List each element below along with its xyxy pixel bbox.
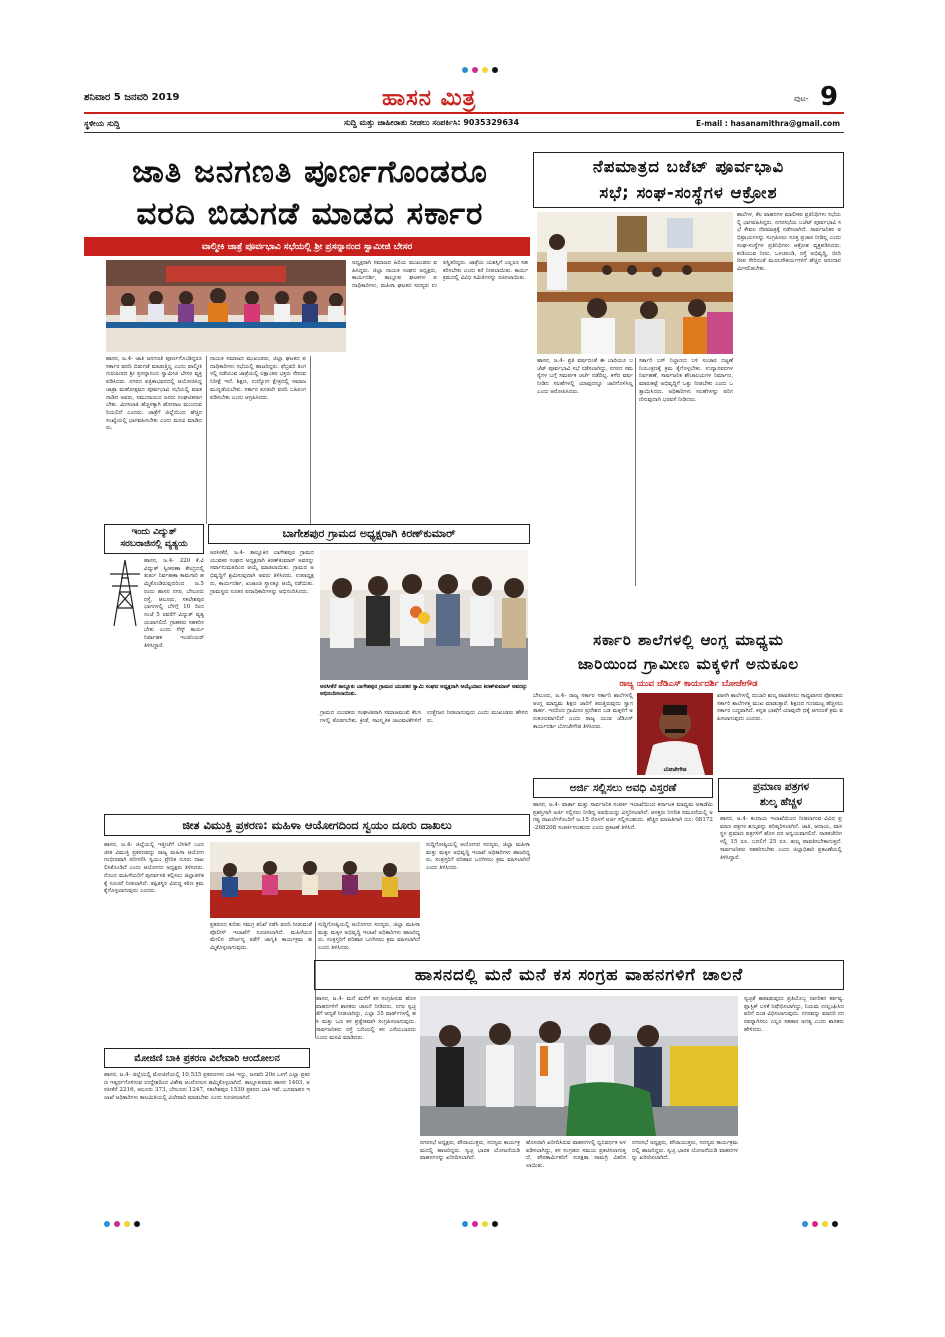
story6-headline-box bbox=[533, 778, 713, 798]
story1-col-divider-2 bbox=[310, 356, 311, 524]
portrait-caption: ಬೋಜೇಗೌಡ bbox=[663, 767, 687, 773]
reg-dot-yellow bbox=[822, 1221, 828, 1227]
reg-dot-magenta bbox=[472, 1221, 478, 1227]
subhead-bar bbox=[84, 237, 530, 256]
story1-col-a: ಹಾಸನ, ಜ.4- ಜಾತಿ ಜನಗಣತಿ ಪೂರ್ಣಗೊಂಡಿದ್ದರೂ ಸರ್ಕಾರ ವರದಿ ಬಿಡುಗಡೆ ಮಾಡುತ್ತಿಲ್ಲ ಎಂದು ವಾಲ್ಮೀಕಿ ಗುರುಪೀಠದ ಶ್ರೀ ಪ್ರಸನ್ನಾನಂದ ಸ್ವಾಮೀಜಿ ಬೇಸರ ವ್ಯಕ್ತಪಡಿಸಿದರು. ನಗರದ ಪತ್ರಿಕಾಭವನದಲ್ಲಿ ಆಯೋಜಿಸಿದ್ದ ಜಾತ್ರಾ ಮಹೋತ್ಸವದ ಪೂರ್ವಭಾವಿ ಸಭೆಯಲ್ಲಿ ಮಾತನಾಡಿದ ಅವರು, ಸಮುದಾಯದ ಜನರು ಸಂಘಟಿತರಾಗಬೇಕು. ಮೀಸಲಾತಿ ಹೆಚ್ಚಳಕ್ಕಾಗಿ ಹೋರಾಟ ಮುಂದುವರಿಯಲಿದೆ ಎಂದರು. ಜಾತ್ರೆಗೆ ಜಿಲ್ಲೆಯಿಂದ ಹೆಚ್ಚಿನ ಸಂಖ್ಯೆಯಲ್ಲಿ ಭಾಗವಹಿಸಬೇಕು ಎಂದು ಮನವಿ ಮಾಡಿದರು. bbox=[106, 356, 202, 432]
story4-col: ಅರಸೀಕೆರೆ, ಜ.4- ತಾಲ್ಲೂಕಿನ ಬಾಗೇಶಪುರ ಗ್ರಾಮದ ಯುವಕರ ಸಂಘದ ಅಧ್ಯಕ್ಷರಾಗಿ ಕಿರಣ್‌ಕುಮಾರ್ ಅವರನ್ನು ಸರ್ವಾನುಮತದಿಂದ ಆಯ್ಕೆ ಮಾಡಲಾಯಿತು. ಗ್ರಾಮದ ಅಭಿವೃದ್ಧಿಗೆ ಶ್ರಮಿಸುವುದಾಗಿ ಅವರು ತಿಳಿಸಿದರು. ಉಪಾಧ್ಯಕ್ಷರು, ಕಾರ್ಯದರ್ಶಿ, ಖಜಾಂಚಿ ಸ್ಥಾನಕ್ಕೂ ಆಯ್ಕೆ ನಡೆಯಿತು. ಗ್ರಾಮಸ್ಥರು ನೂತನ ಪದಾಧಿಕಾರಿಗಳನ್ನು ಅಭಿನಂದಿಸಿದರು. bbox=[210, 550, 314, 595]
story3-headline-line1: ಸರ್ಕಾರಿ ಶಾಲೆಗಳಲ್ಲಿ ಆಂಗ್ಲ ಮಾಧ್ಯಮ bbox=[593, 631, 784, 649]
story4-photo-caption: ಅರಸೀಕೆರೆ ತಾಲ್ಲೂಕು ಬಾಗೇಶಪುರ ಗ್ರಾಮದ ಯುವಕರ ಸ್ವಾಮಿ ಸಂಘದ ಅಧ್ಯಕ್ಷರಾಗಿ ಆಯ್ಕೆಯಾದ ಕಿರಣ್‌ಕುಮಾರ್ ಅವರನ್ನು ಅಭಿನಂದಿಸಲಾಯಿತು. bbox=[320, 684, 528, 697]
story3-col-b: ಖಾಸಗಿ ಶಾಲೆಗಳಲ್ಲಿ ದುಬಾರಿ ಶುಲ್ಕ ಪಾವತಿಸಲು ಸಾಧ್ಯವಾಗದ ಪೋಷಕರು ಸರ್ಕಾರಿ ಶಾಲೆಗಳತ್ತ ಮುಖ ಮಾಡುತ್ತಾರೆ. ಶಿಕ್ಷಣದ ಗುಣಮಟ್ಟ ಹೆಚ್ಚಿಸಲು ಸರ್ಕಾರ ಬದ್ಧವಾಗಿದೆ. ಕನ್ನಡ ಭಾಷೆಗೆ ಯಾವುದೇ ಧಕ್ಕೆ ಆಗದಂತೆ ಕ್ರಮ ವಹಿಸಲಾಗುವುದು ಎಂದರು. bbox=[717, 693, 844, 723]
story-budget-meeting bbox=[533, 152, 844, 627]
story-bageshpura bbox=[208, 524, 530, 814]
reg-dot-cyan bbox=[802, 1221, 808, 1227]
story8-col-d: ಸ್ವಚ್ಛತೆ ಕಾಪಾಡುವುದು ಪ್ರತಿಯೊಬ್ಬ ನಾಗರಿಕನ ಕರ್ತವ್ಯ. ಪ್ಲಾಸ್ಟಿಕ್ ಬಳಕೆ ನಿಷೇಧಿಸಲಾಗಿದ್ದು, ನಿಯಮ ಉಲ್ಲಂಘಿಸಿದವರಿಗೆ ದಂಡ ವಿಧಿಸಲಾಗುವುದು. ನಗರವನ್ನು ಮಾದರಿ ನಗರವನ್ನಾಗಿಸಲು ಎಲ್ಲರ ಸಹಕಾರ ಅಗತ್ಯ ಎಂದು ಶಾಸಕರು ಹೇಳಿದರು. bbox=[744, 996, 844, 1033]
power-headline-line1: ಇಂದು ವಿದ್ಯುತ್ bbox=[131, 527, 177, 537]
story6-col: ಹಾಸನ, ಜ.4- ವಾರ್ತಾ ಮತ್ತು ಸಾರ್ವಜನಿಕ ಸಂಪರ್ಕ ಇಲಾಖೆಯಿಂದ ಕರ್ನಾಟಕ ಮಾಧ್ಯಮ ಅಕಾಡೆಮಿ ಪ್ರಶಸ್ತಿಗಾಗಿ ಅರ್ಜಿ ಸಲ್ಲಿಸಲು ನೀಡಿದ್ದ ಅವಧಿಯನ್ನು ವಿಸ್ತರಿಸಲಾಗಿದೆ. ಆಸಕ್ತರು ನಿಗದಿತ ನಮೂನೆಯಲ್ಲಿ ಅಗತ್ಯ ದಾಖಲೆಗಳೊಂದಿಗೆ ಜ.15 ರೊಳಗೆ ಅರ್ಜಿ ಸಲ್ಲಿಸಬಹುದು. ಹೆಚ್ಚಿನ ಮಾಹಿತಿಗಾಗಿ ದೂ: 08172-268208 ಸಂಪರ್ಕಿಸಬಹುದು ಎಂದು ಪ್ರಕಟಣೆ ತಿಳಿಸಿದೆ. bbox=[533, 802, 713, 832]
story3-headline-line2: ಜಾರಿಯಿಂದ ಗ್ರಾಮೀಣ ಮಕ್ಕಳಿಗೆ ಅನುಕೂಲ bbox=[577, 655, 800, 673]
story4-col2: ಗ್ರಾಮದ ಯುವಕರು ಸಂಘಟಿತರಾಗಿ ಸಮಾಜಮುಖಿ ಕೆಲಸಗಳಲ್ಲಿ ತೊಡಗಬೇಕು. ಕ್ರೀಡೆ, ಸಾಂಸ್ಕೃತಿಕ ಚಟುವಟಿಕೆಗಳಿಗೆ ಉತ್ತೇಜನ ನೀಡಲಾಗುವುದು ಎಂದು ಮುಖಂಡರು ಹೇಳಿದರು. bbox=[320, 710, 528, 724]
story6-headline: ಅರ್ಜಿ ಸಲ್ಲಿಸಲು ಅವಧಿ ವಿಸ್ತರಣೆ bbox=[569, 781, 677, 794]
story9-col: ಹಾಸನ, ಜ.4- ಜಿಲ್ಲೆಯಲ್ಲಿ ಮೋಜಿಣಿಯಲ್ಲಿ 10,535 ಪ್ರಕರಣಗಳು ಬಾಕಿ ಇದ್ದು, ಜನವರಿ 20ರ ಒಳಗೆ ಎಲ್ಲಾ ಪ್ರಕರಣ ಇತ್ಯರ್ಥಗೊಳಿಸುವ ಉದ್ದೇಶದಿಂದ ವಿಶೇಷ ಆಂದೋಲನ ಹಮ್ಮಿಕೊಳ್ಳಲಾಗಿದೆ. ತಾಲ್ಲೂಕುವಾರು ಹಾಸನ 1403, ಅರಸೀಕೆರೆ 2216, ಆಲೂರು 373, ಬೇಲೂರು 1247, ಸಕಲೇಶಪುರ 1539 ಪ್ರಕರಣ ಬಾಕಿ ಇವೆ. ಭೂಮಾಪನ ಇಲಾಖೆ ಅಧಿಕಾರಿಗಳು ಕಾಲಮಿತಿಯಲ್ಲಿ ವಿಲೇವಾರಿ ಮಾಡಬೇಕು ಎಂದು ಸೂಚಿಸಲಾಗಿದೆ. bbox=[104, 1072, 310, 1102]
page-label bbox=[794, 94, 809, 104]
story8-col-b: ನಗರಸಭೆ ಅಧ್ಯಕ್ಷರು, ಪೌರಾಯುಕ್ತರು, ಸದಸ್ಯರು ಕಾರ್ಯಕ್ರಮದಲ್ಲಿ ಹಾಜರಿದ್ದರು. ಸ್ವಚ್ಛ ಭಾರತ ಯೋಜನೆಯಡಿ ವಾಹನಗಳನ್ನು ಖರೀದಿಸಲಾಗಿದೆ. bbox=[420, 1140, 520, 1162]
flag-off-photo bbox=[420, 996, 738, 1136]
registration-marks-top bbox=[460, 58, 500, 77]
reg-dot-magenta bbox=[114, 1221, 120, 1227]
story8-col-c: ಹೊಸದಾಗಿ ಖರೀದಿಸಿರುವ ವಾಹನಗಳಲ್ಲಿ ಧ್ವನಿವರ್ಧಕ ಅಳವಡಿಸಲಾಗಿದ್ದು, ಕಸ ಸಂಗ್ರಹದ ಸಮಯ ಪ್ರಕಟಿಸಲಾಗುತ್ತದೆ. ಪೌರಕಾರ್ಮಿಕರಿಗೆ ಸುರಕ್ಷತಾ ಸಾಮಗ್ರಿ ವಿತರಿಸಲಾಯಿತು. bbox=[526, 1140, 626, 1170]
page-label-text: ಪುಟ- bbox=[794, 94, 809, 103]
story2-col-divider bbox=[635, 358, 636, 586]
story5-col-b: ಪ್ರಕರಣದ ಕುರಿತು ಸಮಗ್ರ ತನಿಖೆ ನಡೆಸಿ ವರದಿ ನೀಡುವಂತೆ ಪೊಲೀಸ್ ಇಲಾಖೆಗೆ ಸೂಚಿಸಲಾಗಿದೆ. ಮಹಿಳೆಯರ ಮೇಲಿನ ದೌರ್ಜನ್ಯ ತಡೆಗೆ ಜಾಗೃತಿ ಕಾರ್ಯಕ್ರಮ ಹಮ್ಮಿಕೊಳ್ಳಲಾಗುವುದು. bbox=[210, 922, 312, 952]
reg-dot-yellow bbox=[124, 1221, 130, 1227]
story-survey-cases bbox=[104, 1048, 310, 1198]
registration-marks-right bbox=[800, 1212, 840, 1231]
subhead-text: ವಾಲ್ಮೀಕಿ ಜಾತ್ರೆ ಪೂರ್ವಭಾವಿ ಸಭೆಯಲ್ಲಿ ಶ್ರೀ ಪ್ರಸನ್ನಾನಂದ ಸ್ವಾಮೀಜಿ ಬೇಸರ bbox=[201, 241, 413, 252]
header-email: E-mail : hasanamithra@gmail.com bbox=[696, 119, 841, 128]
story2-headline-line1: ನೆಪಮಾತ್ರದ ಬಜೆಟ್ ಪೂರ್ವಭಾವಿ bbox=[592, 157, 785, 176]
reg-dot-black bbox=[134, 1221, 140, 1227]
story4-headline: ಬಾಗೇಶಪುರ ಗ್ರಾಮದ ಅಧ್ಯಕ್ಷರಾಗಿ ಕಿರಣ್‌ಕುಮಾರ್ bbox=[282, 527, 456, 540]
reg-dot-cyan bbox=[104, 1221, 110, 1227]
reg-dot-yellow bbox=[482, 67, 488, 73]
reg-dot-cyan bbox=[462, 67, 468, 73]
story1-col-c: ಅಧ್ಯಕ್ಷರಾಗಿ ಸಮಾಜದ ಹಿರಿಯ ಮುಖಂಡರು ವಹಿಸಿದ್ದರು. ಜಿಲ್ಲಾ ನಾಯಕ ಸಂಘದ ಅಧ್ಯಕ್ಷರು, ಕಾರ್ಯದರ್ಶಿ, ತಾಲ್ಲೂಕು ಘಟಕಗಳ ಪದಾಧಿಕಾರಿಗಳು, ಮಹಿಳಾ ಘಟಕದ ಸದಸ್ಯರು ಉಪಸ್ಥಿತರಿದ್ದರು. ಜಾತ್ರೆಯ ಯಶಸ್ಸಿಗೆ ಎಲ್ಲರೂ ಸಹಕರಿಸಬೇಕು ಎಂದು ಕರೆ ನೀಡಲಾಯಿತು. ಕಾರ್ಯಕ್ರಮದಲ್ಲಿ ವಿವಿಧ ಸಮಿತಿಗಳನ್ನು ರಚಿಸಲಾಯಿತು. bbox=[352, 260, 528, 290]
story8-headline: ಹಾಸನದಲ್ಲಿ ಮನೆ ಮನೆ ಕಸ ಸಂಗ್ರಹ ವಾಹನಗಳಿಗೆ ಚಾಲನೆ bbox=[414, 965, 744, 984]
section-label: ಸ್ಥಳೀಯ ಸುದ್ದಿ bbox=[84, 119, 120, 128]
story5-headline: ಜೀತ ವಿಮುಕ್ತಿ ಪ್ರಕರಣ: ಮಹಿಳಾ ಆಯೋಗದಿಂದ ಸ್ವಯಂ ದೂರು ದಾಖಲು bbox=[182, 817, 452, 832]
reg-dot-yellow bbox=[482, 1221, 488, 1227]
transmission-tower-icon bbox=[108, 558, 142, 628]
headline-line1: ಜಾತಿ ಜನಗಣತಿ ಪೂರ್ಣಗೊಂಡರೂ bbox=[132, 154, 488, 190]
story5-col-c: ಸುದ್ದಿಗೋಷ್ಠಿಯಲ್ಲಿ ಆಯೋಗದ ಸದಸ್ಯರು, ಜಿಲ್ಲಾ ಮಹಿಳಾ ಮತ್ತು ಮಕ್ಕಳ ಅಭಿವೃದ್ಧಿ ಇಲಾಖೆ ಅಧಿಕಾರಿಗಳು ಹಾಜರಿದ್ದರು. ಸಂತ್ರಸ್ತರಿಗೆ ಪರಿಹಾರ ಒದಗಿಸಲು ಕ್ರಮ ವಹಿಸಲಾಗಿದೆ ಎಂದು ತಿಳಿಸಿದರು. bbox=[318, 922, 420, 952]
contact-line: ಸುದ್ದಿ ಮತ್ತು ಜಾಹೀರಾತು ನೀಡಲು ಸಂಪರ್ಕಿಸಿ: 9035329634 bbox=[344, 118, 520, 127]
reg-dot-black bbox=[832, 1221, 838, 1227]
story7-col: ಹಾಸನ, ಜ.4- ಕಂದಾಯ ಇಲಾಖೆಯಿಂದ ನೀಡಲಾಗುವ ವಿವಿಧ ಪ್ರಮಾಣ ಪತ್ರಗಳ ಶುಲ್ಕವನ್ನು ಪರಿಷ್ಕರಿಸಲಾಗಿದೆ. ಜಾತಿ, ಆದಾಯ, ವಾಸಸ್ಥಳ ಪ್ರಮಾಣ ಪತ್ರಗಳಿಗೆ ಹೊಸ ದರ ಅನ್ವಯವಾಗಲಿದೆ. ನಾಡಕಚೇರಿಗಳಲ್ಲಿ 15 ರೂ. ಬದಲಿಗೆ 25 ರೂ. ಶುಲ್ಕ ಪಾವತಿಸಬೇಕಾಗುತ್ತದೆ. ಸಾರ್ವಜನಿಕರು ಸಹಕರಿಸಬೇಕು ಎಂದು ಜಿಲ್ಲಾಧಿಕಾರಿ ಪ್ರಕಟಣೆಯಲ್ಲಿ ತಿಳಿಸಿದ್ದಾರೆ. bbox=[720, 816, 842, 861]
portrait-photo bbox=[637, 693, 713, 775]
story9-headline: ಮೋಜಿಣಿ ಬಾಕಿ ಪ್ರಕರಣ ವಿಲೇವಾರಿ ಆಂದೋಲನ bbox=[134, 1052, 280, 1064]
reg-dot-magenta bbox=[472, 67, 478, 73]
story5-col-d: ಸುದ್ದಿಗೋಷ್ಠಿಯಲ್ಲಿ ಆಯೋಗದ ಸದಸ್ಯರು, ಜಿಲ್ಲಾ ಮಹಿಳಾ ಮತ್ತು ಮಕ್ಕಳ ಅಭಿವೃದ್ಧಿ ಇಲಾಖೆ ಅಧಿಕಾರಿಗಳು ಹಾಜರಿದ್ದರು. ಸಂತ್ರಸ್ತರಿಗೆ ಪರಿಹಾರ ಒದಗಿಸಲು ಕ್ರಮ ವಹಿಸಲಾಗಿದೆ ಎಂದು ತಿಳಿಸಿದರು. bbox=[426, 842, 530, 872]
story2-headline-line2: ಸಭೆ; ಸಂಘ-ಸಂಸ್ಥೆಗಳ ಆಕ್ರೋಶ bbox=[599, 183, 778, 202]
reg-dot-black bbox=[492, 1221, 498, 1227]
reg-dot-cyan bbox=[462, 1221, 468, 1227]
story9-headline-box bbox=[104, 1048, 310, 1068]
meeting-photo bbox=[106, 260, 346, 352]
story3-col-a: ಬೇಲೂರು, ಜ.4- ರಾಜ್ಯ ಸರ್ಕಾರ ಸರ್ಕಾರಿ ಶಾಲೆಗಳಲ್ಲಿ ಆಂಗ್ಲ ಮಾಧ್ಯಮ ಶಿಕ್ಷಣ ಜಾರಿಗೆ ತರುತ್ತಿರುವುದು ಸ್ವಾಗತಾರ್ಹ. ಇದರಿಂದ ಗ್ರಾಮೀಣ ಪ್ರದೇಶದ ಬಡ ಮಕ್ಕಳಿಗೆ ಅನುಕೂಲವಾಗಲಿದೆ ಎಂದು ರಾಜ್ಯ ಯುವ ಜೆಡಿಎಸ್ ಕಾರ್ಯದರ್ಶಿ ಬೋಜೇಗೌಡ ತಿಳಿಸಿದರು. bbox=[533, 693, 633, 730]
story-certificate-fee bbox=[718, 778, 844, 958]
story2-col-mid: ಸರ್ಕಾರಿ ಬಸ್ ನಿಲ್ದಾಣದ ಬಳಿ ಸಂಚಾರ ದಟ್ಟಣೆ ನಿಯಂತ್ರಣಕ್ಕೆ ಕ್ರಮ ಕೈಗೊಳ್ಳಬೇಕು. ಉದ್ಯಾನವನಗಳ ನಿರ್ವಹಣೆ, ಸಾರ್ವಜನಿಕ ಶೌಚಾಲಯಗಳ ನಿರ್ಮಾಣ, ಮಾರುಕಟ್ಟೆ ಅಭಿವೃದ್ಧಿಗೆ ಒತ್ತು ನೀಡಬೇಕು ಎಂದು ಒತ್ತಾಯಿಸಿದರು. ಅಧಿಕಾರಿಗಳು ಸಲಹೆಗಳನ್ನು ಪರಿಗಣಿಸುವುದಾಗಿ ಭರವಸೆ ನೀಡಿದರು. bbox=[639, 358, 733, 403]
story5-col-a: ಹಾಸನ, ಜ.4- ಜಿಲ್ಲೆಯಲ್ಲಿ ಇತ್ತೀಚೆಗೆ ಬೆಳಕಿಗೆ ಬಂದ ಜೀತ ವಿಮುಕ್ತಿ ಪ್ರಕರಣವನ್ನು ರಾಜ್ಯ ಮಹಿಳಾ ಆಯೋಗ ಗಂಭೀರವಾಗಿ ಪರಿಗಣಿಸಿ ಸ್ವಯಂ ಪ್ರೇರಿತ ದೂರು ದಾಖಲಿಸಿಕೊಂಡಿದೆ ಎಂದು ಆಯೋಗದ ಅಧ್ಯಕ್ಷರು ತಿಳಿಸಿದರು. ನೊಂದ ಮಹಿಳೆಯರಿಗೆ ಪುನರ್ವಸತಿ ಕಲ್ಪಿಸಲು ಜಿಲ್ಲಾಡಳಿತಕ್ಕೆ ಸೂಚನೆ ನೀಡಲಾಗಿದೆ. ತಪ್ಪಿತಸ್ಥರ ವಿರುದ್ಧ ಕಠಿಣ ಕ್ರಮ ಕೈಗೊಳ್ಳಲಾಗುವುದು ಎಂದರು. bbox=[104, 842, 204, 895]
story5-headline-box bbox=[104, 814, 530, 836]
power-text-continued bbox=[104, 632, 204, 634]
story7-headline-line2: ಶುಲ್ಕ ಹೆಚ್ಚಳ bbox=[759, 796, 803, 808]
story7-headline-line1: ಪ್ರಮಾಣ ಪತ್ರಗಳ bbox=[752, 781, 810, 793]
story1-col-b: ನಾಯಕ ಸಮಾಜದ ಮುಖಂಡರು, ಜಿಲ್ಲಾ ಘಟಕದ ಪದಾಧಿಕಾರಿಗಳು ಸಭೆಯಲ್ಲಿ ಹಾಜರಿದ್ದರು. ಫೆಬ್ರವರಿ ತಿಂಗಳಲ್ಲಿ ನಡೆಯುವ ಜಾತ್ರೆಯಲ್ಲಿ ಲಕ್ಷಾಂತರ ಭಕ್ತರು ಸೇರುವ ನಿರೀಕ್ಷೆ ಇದೆ. ಶಿಕ್ಷಣ, ಉದ್ಯೋಗ ಕ್ಷೇತ್ರದಲ್ಲಿ ಸಮಾಜ ಮುನ್ನಡೆಯಬೇಕು. ಸರ್ಕಾರ ಕೂಡಲೇ ವರದಿ ಬಹಿರಂಗಪಡಿಸಬೇಕು ಎಂದು ಆಗ್ರಹಿಸಿದರು. bbox=[210, 356, 306, 401]
power-headline-line2: ಸರಬರಾಜಿನಲ್ಲಿ ವ್ಯತ್ಯಯ bbox=[120, 539, 188, 549]
page-number: 9 bbox=[820, 82, 839, 112]
header-rule-top bbox=[84, 112, 844, 114]
story-caste-census bbox=[84, 152, 530, 524]
story-application-extension bbox=[533, 778, 713, 958]
story3-subhead: ರಾಜ್ಯ ಯುವ ಜೆಡಿಎಸ್ ಕಾರ್ಯದರ್ಶಿ ಬೋಜೇಗೌಡ bbox=[619, 679, 758, 689]
budget-meeting-photo bbox=[537, 212, 733, 354]
story4-headline-box bbox=[208, 524, 530, 544]
header-rule-bottom bbox=[84, 132, 844, 133]
issue-date: ಶನಿವಾರ 5 ಜನವರಿ 2019 bbox=[84, 92, 180, 103]
story8-col-a: ಹಾಸನ, ಜ.4- ಮನೆ ಮನೆಗೆ ಕಸ ಸಂಗ್ರಹಿಸುವ ಹೊಸ ವಾಹನಗಳಿಗೆ ಶಾಸಕರು ಚಾಲನೆ ನೀಡಿದರು. ನಗರ ಸ್ವಚ್ಛತೆಗೆ ಆದ್ಯತೆ ನೀಡಲಾಗಿದ್ದು, ಎಲ್ಲಾ 35 ವಾರ್ಡ್‌ಗಳಲ್ಲಿ ಹಸಿ ಮತ್ತು ಒಣ ಕಸ ಪ್ರತ್ಯೇಕವಾಗಿ ಸಂಗ್ರಹಿಸಲಾಗುವುದು. ಸಾರ್ವಜನಿಕರು ರಸ್ತೆ ಬದಿಯಲ್ಲಿ ಕಸ ಎಸೆಯಬಾರದು ಎಂದು ಮನವಿ ಮಾಡಿದರು. bbox=[316, 996, 416, 1041]
press-meet-photo bbox=[210, 842, 420, 918]
story-garbage-vehicles bbox=[314, 960, 844, 1190]
page-header bbox=[84, 82, 844, 150]
masthead-title: ಹಾಸನ ಮಿತ್ರ bbox=[382, 86, 477, 111]
headline-line2: ವರದಿ ಬಿಡುಗಡೆ ಮಾಡದ ಸರ್ಕಾರ bbox=[136, 196, 484, 232]
felicitation-photo bbox=[320, 550, 528, 680]
story-english-medium bbox=[533, 627, 844, 775]
story-power-cut bbox=[104, 524, 204, 814]
reg-dot-magenta bbox=[812, 1221, 818, 1227]
registration-marks-left bbox=[102, 1212, 142, 1231]
story2-col-left: ಹಾಸನ, ಜ.4- ಪ್ರತಿ ವರ್ಷದಂತೆ ಈ ಬಾರಿಯೂ ಬಜೆಟ್ ಪೂರ್ವಭಾವಿ ಸಭೆ ನಡೆಸಲಾಗಿದ್ದು, ನಗರದ ಸಮಸ್ಯೆಗಳ ಬಗ್ಗೆ ಸಮರ್ಪಕ ಚರ್ಚೆ ನಡೆದಿಲ್ಲ. ಕಳೆದ ವರ್ಷ ನೀಡಿದ ಸಲಹೆಗಳಲ್ಲಿ ಯಾವುದನ್ನೂ ಜಾರಿಗೊಳಿಸಿಲ್ಲ ಎಂದು ಆರೋಪಿಸಿದರು. bbox=[537, 358, 633, 395]
story8-col-c2: ನಗರಸಭೆ ಅಧ್ಯಕ್ಷರು, ಪೌರಾಯುಕ್ತರು, ಸದಸ್ಯರು ಕಾರ್ಯಕ್ರಮದಲ್ಲಿ ಹಾಜರಿದ್ದರು. ಸ್ವಚ್ಛ ಭಾರತ ಯೋಜನೆಯಡಿ ವಾಹನಗಳನ್ನು ಖರೀದಿಸಲಾಗಿದೆ. bbox=[632, 1140, 738, 1162]
story1-col-divider-1 bbox=[206, 356, 207, 524]
registration-marks-bottom bbox=[460, 1212, 500, 1231]
reg-dot-black bbox=[492, 67, 498, 73]
power-text: ಹಾಸನ, ಜ.4- 220 ಕೆ.ವಿ ವಿದ್ಯುತ್ ಸ್ವೀಕರಣಾ ಕೇಂದ್ರದಲ್ಲಿ ತುರ್ತು ನಿರ್ವಹಣಾ ಕಾಮಗಾರಿ ಹಮ್ಮಿಕೊಂಡಿರುವುದರಿಂದ ಜ.5 ರಂದು ಹಾಸನ ನಗರ, ಬೇಲೂರು ರಸ್ತೆ, ಆಲೂರು, ಸಕಲೇಶಪುರ ಭಾಗಗಳಲ್ಲಿ ಬೆಳಿಗ್ಗೆ 10 ರಿಂದ ಸಂಜೆ 5 ರವರೆಗೆ ವಿದ್ಯುತ್ ವ್ಯತ್ಯಯವಾಗಲಿದೆ. ಗ್ರಾಹಕರು ಸಹಕರಿಸಬೇಕು ಎಂದು ಸೆಸ್ಕ್ ಕಾರ್ಯನಿರ್ವಾಹಕ ಇಂಜಿನಿಯರ್ ತಿಳಿಸಿದ್ದಾರೆ. bbox=[144, 558, 204, 649]
story2-col-right: ಶಾಲೆಗಳ, ಕೆಲ ವಾಹನಗಳ ಮಾಲೀಕರ ಪ್ರತಿನಿಧಿಗಳು ಸಭೆಯಲ್ಲಿ ಭಾಗವಹಿಸಿದ್ದರು. ನಗರಸಭೆಯ ಬಜೆಟ್ ಪೂರ್ವಭಾವಿ ಸಭೆ ಕೇವಲ ನೆಪಮಾತ್ರಕ್ಕೆ ನಡೆಸಲಾಗಿದೆ. ಸಾರ್ವಜನಿಕರ ಅಭಿಪ್ರಾಯಗಳನ್ನು ಸಂಗ್ರಹಿಸಲು ಸೂಕ್ತ ಪ್ರಚಾರ ನೀಡಿಲ್ಲ ಎಂದು ಸಂಘ-ಸಂಸ್ಥೆಗಳ ಪ್ರತಿನಿಧಿಗಳು ಆಕ್ರೋಶ ವ್ಯಕ್ತಪಡಿಸಿದರು. ಕುಡಿಯುವ ನೀರು, ಒಳಚರಂಡಿ, ರಸ್ತೆ ಅಭಿವೃದ್ಧಿ, ಬೀದಿ ದೀಪ ಸೇರಿದಂತೆ ಮೂಲಸೌಕರ್ಯಗಳಿಗೆ ಹೆಚ್ಚಿನ ಅನುದಾನ ಮೀಸಲಿಡಬೇಕು. bbox=[737, 212, 841, 272]
